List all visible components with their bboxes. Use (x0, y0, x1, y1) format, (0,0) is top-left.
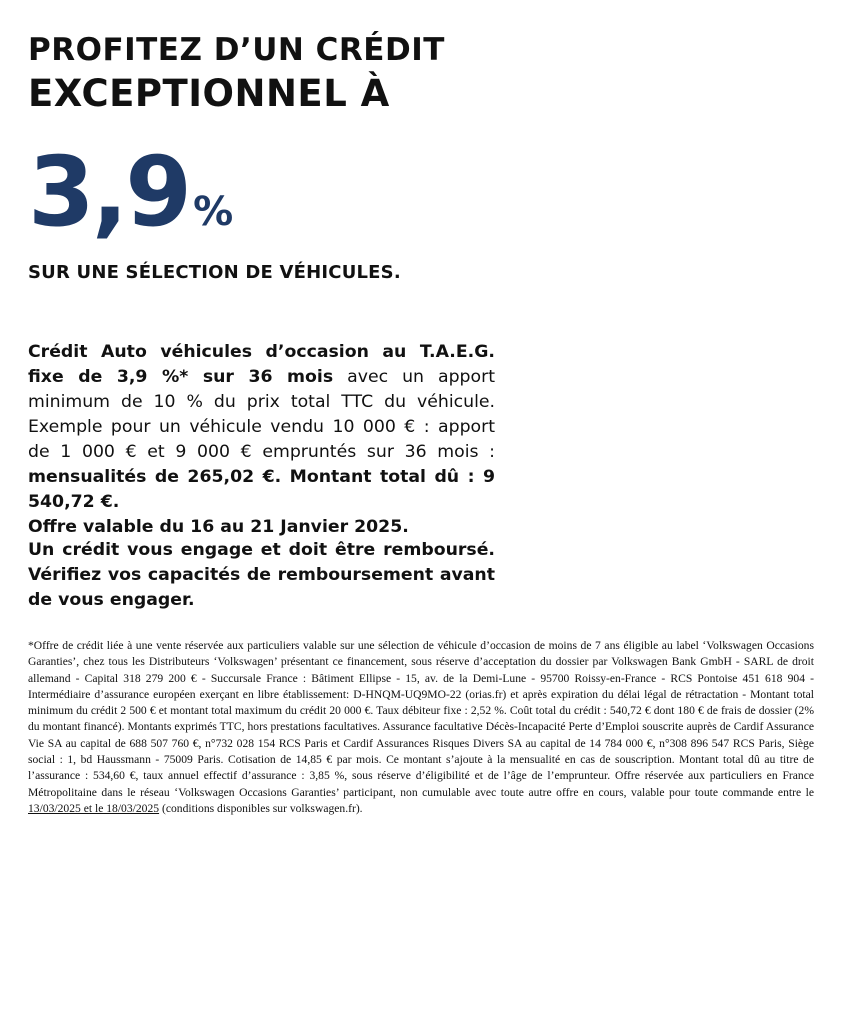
offer-rate-terms: Crédit Auto véhicules d’occasion au T.A.E.G. fixe de 3,9 %* sur 36 mois (28, 342, 495, 387)
rate-unit: % (193, 189, 234, 235)
headline (28, 30, 445, 118)
offer-monthly-totals: mensualités de 265,02 €. Montant total dû : 9 540,72 €. (28, 467, 495, 512)
subheadline: SUR UNE SÉLECTION DE VÉHICULES. (28, 262, 401, 283)
legal-notice (28, 638, 814, 817)
headline-line-1: PROFITEZ D’UN CRÉDIT (28, 32, 445, 68)
offer-description (28, 340, 495, 540)
offer-validity: Offre valable du 16 au 21 Janvier 2025. (28, 517, 409, 537)
legal-dates: 13/03/2025 et le 18/03/2025 (28, 801, 160, 815)
headline-line-2: EXCEPTIONNEL À (28, 72, 390, 115)
rate-figure (28, 132, 233, 252)
credit-warning: Un crédit vous engage et doit être remboursé. Vérifiez vos capacités de remboursement avant de vous engager. (28, 540, 495, 610)
rate-value: 3,9 (28, 136, 190, 248)
legal-tail: (conditions disponibles sur volkswagen.fr). (159, 801, 363, 815)
offer-example: avec un apport minimum de 10 % du prix total TTC du véhicule. Exemple pour un véhicule vendu 10 000 € : apport de 1 000 € et 9 000 € empruntés sur 36 mois : (28, 367, 495, 462)
legal-text: *Offre de crédit liée à une vente réservée aux particuliers valable sur une sélection de véhicule d’occasion de moins de 7 ans éligible au label ‘Volkswagen Occasions Garanties’, chez tous les Distributeurs ‘Volkswagen’ présentant ce financement, sous réserve d’acceptation du dossier par Volkswagen Bank GmbH - SARL de droit allemand - Capital 318 279 200 € - Succursale France : Bâtiment Ellipse - 15, av. de la Demi-Lune - 95700 Roissy-en-France - RCS Pontoise 451 618 904 - Intermédiaire d’assurance européen exerçant en libre établissement: D-HNQM-UQ9MO-22 (orias.fr) et après expiration du délai légal de rétractation - Montant total minimum du crédit 2 500 € et montant total maximum du crédit 20 000 €. Taux débiteur fixe : 2,52 %. Coût total du crédit : 540,72 € dont 180 € de frais de dossier (2% du montant financé). Montants exprimés TTC, hors prestations facultatives. Assurance facultative Décès-Incapacité Perte d’Emploi souscrite auprès de Cardif Assurance Vie SA au capital de 688 507 760 €, n°732 028 154 RCS Paris et Cardif Assurances Risques Divers SA au capital de 14 784 000 €, n°308 896 547 RCS Paris, Siège social : 1, bd Haussmann - 75009 Paris. Cotisation de 14,85 € par mois. Ce montant s’ajoute à la mensualité en cas de souscription. Montant total dû au titre de l’assurance : 534,60 €, taux annuel effectif d’assurance : 3,85 %, sous réserve d’éligibilité et de l’âge de l’emprunteur. Offre réservée aux particuliers en France Métropolitaine dans le réseau ‘Volkswagen Occasions Garanties’ participant, non cumulable avec toute autre offre en cours, valable pour toute commande entre le (28, 639, 814, 799)
